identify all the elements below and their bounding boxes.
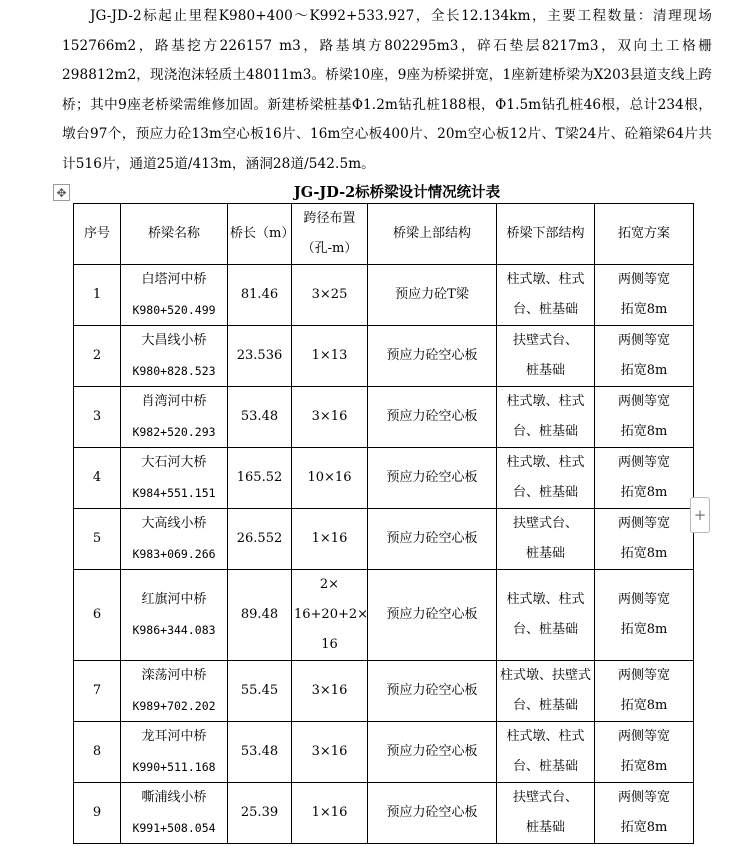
superstructure: 预应力砼空心板 bbox=[386, 744, 478, 759]
widening-line: 拓宽8m bbox=[620, 759, 668, 774]
widening-line: 两侧等宽 bbox=[617, 790, 670, 805]
span-line: 16 bbox=[321, 637, 338, 652]
substructure-line: 柱式墩、扶壁式 bbox=[499, 668, 591, 683]
header-span-line2: （孔-m） bbox=[301, 241, 358, 256]
header-substructure: 桥梁下部结构 bbox=[497, 204, 595, 265]
row-no: 4 bbox=[92, 470, 102, 485]
cell-length bbox=[228, 265, 292, 326]
cell-name bbox=[121, 783, 228, 844]
substructure-line: 台、桩基础 bbox=[512, 302, 578, 317]
cell-superstructure bbox=[368, 387, 497, 448]
cell-superstructure bbox=[368, 509, 497, 570]
cell-name bbox=[121, 509, 228, 570]
widening-line: 拓宽8m bbox=[620, 302, 668, 317]
span-layout: 3×16 bbox=[311, 409, 348, 424]
widening-line: 拓宽8m bbox=[620, 820, 668, 835]
widening-line: 两侧等宽 bbox=[617, 333, 670, 348]
superstructure: 预应力砼空心板 bbox=[386, 683, 478, 698]
cell-length bbox=[228, 448, 292, 509]
substructure-line: 扶壁式台、 bbox=[512, 333, 578, 348]
span-layout: 1×16 bbox=[311, 805, 348, 820]
bridge-station: K990+511.168 bbox=[132, 760, 216, 774]
bridge-name: 大昌线小桥 bbox=[141, 333, 207, 348]
substructure-line: 柱式墩、柱式 bbox=[506, 729, 585, 744]
cell-name bbox=[121, 722, 228, 783]
header-length: 桥长（m） bbox=[228, 204, 292, 265]
cell-span bbox=[292, 783, 368, 844]
cell-substructure bbox=[497, 722, 595, 783]
cell-no bbox=[74, 509, 121, 570]
row-no: 3 bbox=[92, 409, 102, 424]
widening-line: 拓宽8m bbox=[620, 485, 668, 500]
cell-span bbox=[292, 509, 368, 570]
span-line: 2× bbox=[319, 577, 340, 592]
cell-no bbox=[74, 265, 121, 326]
bridge-station: K984+551.151 bbox=[132, 486, 216, 500]
widening-line: 拓宽8m bbox=[620, 546, 668, 561]
bridge-length: 53.48 bbox=[240, 744, 279, 759]
span-layout: 3×16 bbox=[311, 744, 348, 759]
cell-span bbox=[292, 265, 368, 326]
row-no: 8 bbox=[92, 744, 102, 759]
row-no: 6 bbox=[92, 607, 102, 622]
substructure-line: 台、桩基础 bbox=[512, 759, 578, 774]
widening-line: 拓宽8m bbox=[620, 424, 668, 439]
cell-length bbox=[228, 783, 292, 844]
cell-substructure bbox=[497, 661, 595, 722]
cell-no bbox=[74, 570, 121, 661]
cell-widening bbox=[595, 326, 694, 387]
substructure-line: 柱式墩、柱式 bbox=[506, 272, 585, 287]
bridge-name: 大石河大桥 bbox=[141, 455, 207, 470]
bridge-station: K991+508.054 bbox=[132, 821, 216, 835]
cell-superstructure bbox=[368, 265, 497, 326]
substructure-line: 柱式墩、柱式 bbox=[506, 394, 585, 409]
span-line: 16+20+2× bbox=[294, 607, 369, 622]
cell-name bbox=[121, 448, 228, 509]
substructure-line: 扶壁式台、 bbox=[512, 516, 578, 531]
cell-superstructure bbox=[368, 661, 497, 722]
superstructure: 预应力砼空心板 bbox=[386, 607, 478, 622]
substructure-line: 台、桩基础 bbox=[512, 485, 578, 500]
cell-length bbox=[228, 722, 292, 783]
header-name: 桥梁名称 bbox=[121, 204, 228, 265]
row-no: 9 bbox=[92, 805, 102, 820]
bridge-length: 165.52 bbox=[236, 470, 283, 485]
cell-span bbox=[292, 387, 368, 448]
widening-line: 两侧等宽 bbox=[617, 668, 670, 683]
table-title: JG-JD-2标桥梁设计情况统计表 bbox=[293, 184, 501, 201]
cell-span bbox=[292, 661, 368, 722]
table-move-handle-icon[interactable]: ✥ bbox=[53, 184, 70, 201]
row-no: 7 bbox=[92, 683, 102, 698]
bridge-length: 55.45 bbox=[240, 683, 279, 698]
table-row bbox=[74, 265, 694, 326]
superstructure: 预应力砼空心板 bbox=[386, 348, 478, 363]
header-superstructure: 桥梁上部结构 bbox=[368, 204, 497, 265]
bridge-name: 滦荡河中桥 bbox=[141, 668, 207, 683]
cell-length bbox=[228, 509, 292, 570]
cell-substructure bbox=[497, 570, 595, 661]
cell-no bbox=[74, 783, 121, 844]
table-row bbox=[74, 509, 694, 570]
bridge-length: 53.48 bbox=[240, 409, 279, 424]
cell-name bbox=[121, 326, 228, 387]
bridge-length: 81.46 bbox=[240, 287, 279, 302]
widening-line: 拓宽8m bbox=[620, 622, 668, 637]
cell-substructure bbox=[497, 265, 595, 326]
add-row-plus-icon[interactable]: + bbox=[690, 497, 710, 533]
cell-span bbox=[292, 326, 368, 387]
bridge-name: 肖湾河中桥 bbox=[141, 394, 207, 409]
bridge-station: K982+520.293 bbox=[132, 425, 216, 439]
cell-name bbox=[121, 570, 228, 661]
bridge-name: 嘶浦线小桥 bbox=[141, 790, 207, 805]
widening-line: 两侧等宽 bbox=[617, 592, 670, 607]
widening-line: 两侧等宽 bbox=[617, 394, 670, 409]
bridge-station: K980+520.499 bbox=[132, 303, 216, 317]
bridge-length: 23.536 bbox=[236, 348, 283, 363]
span-layout: 1×16 bbox=[311, 531, 348, 546]
header-span-line1: 跨径布置 bbox=[303, 211, 356, 226]
table-row bbox=[74, 661, 694, 722]
cell-widening bbox=[595, 570, 694, 661]
table-row bbox=[74, 783, 694, 844]
cell-span bbox=[292, 448, 368, 509]
superstructure: 预应力砼空心板 bbox=[386, 805, 478, 820]
cell-name bbox=[121, 265, 228, 326]
substructure-line: 台、桩基础 bbox=[512, 622, 578, 637]
cell-no bbox=[74, 387, 121, 448]
bridge-length: 89.48 bbox=[240, 607, 279, 622]
widening-line: 两侧等宽 bbox=[617, 272, 670, 287]
row-no: 5 bbox=[92, 531, 102, 546]
bridge-name: 大高线小桥 bbox=[141, 516, 207, 531]
table-header-row bbox=[74, 204, 694, 265]
superstructure: 预应力砼空心板 bbox=[386, 409, 478, 424]
superstructure: 预应力砼空心板 bbox=[386, 470, 478, 485]
cell-substructure bbox=[497, 448, 595, 509]
cell-length bbox=[228, 570, 292, 661]
substructure-line: 桩基础 bbox=[525, 546, 565, 561]
cell-name bbox=[121, 387, 228, 448]
bridge-station: K989+702.202 bbox=[132, 699, 216, 713]
header-no: 序号 bbox=[74, 204, 121, 265]
span-layout: 10×16 bbox=[307, 470, 352, 485]
bridge-name: 龙耳河中桥 bbox=[141, 729, 207, 744]
bridge-station: K980+828.523 bbox=[132, 364, 216, 378]
superstructure: 预应力砼T梁 bbox=[395, 287, 469, 302]
row-no: 1 bbox=[92, 287, 102, 302]
bridge-table bbox=[73, 203, 694, 844]
table-row bbox=[74, 448, 694, 509]
table-row bbox=[74, 722, 694, 783]
cell-no bbox=[74, 326, 121, 387]
substructure-line: 扶壁式台、 bbox=[512, 790, 578, 805]
cell-name bbox=[121, 661, 228, 722]
substructure-line: 柱式墩、柱式 bbox=[506, 455, 585, 470]
cell-length bbox=[228, 326, 292, 387]
widening-line: 拓宽8m bbox=[620, 698, 668, 713]
substructure-line: 柱式墩、柱式 bbox=[506, 592, 585, 607]
widening-line: 两侧等宽 bbox=[617, 729, 670, 744]
cell-no bbox=[74, 722, 121, 783]
bridge-length: 25.39 bbox=[240, 805, 279, 820]
cell-span bbox=[292, 570, 368, 661]
cell-widening bbox=[595, 661, 694, 722]
cell-substructure bbox=[497, 783, 595, 844]
bridge-station: K983+069.266 bbox=[132, 547, 216, 561]
intro-paragraph: JG-JD-2标起止里程K980+400～K992+533.927，全长12.134km，主要工程数量：清理现场152766m2，路基挖方226157 m3，路基填方802295m3，碎石垫层8217m3，双向土工格栅298812m2，现浇泡沫轻质土48011m3。桥梁10座，9座为桥梁拼宽，1座新建桥梁为X203县道支线上跨桥；其中9座老桥梁需维修加固。新建桥梁桩基Φ1.2m钻孔桩188根，Φ1.5m钻孔桩46根，总计234根，墩台97个，预应力砼13m空心板16片、16m空心板400片、20m空心板12片、T梁24片、砼箱梁64片共计516片，通道25道/413m，涵洞28道/542.5m。 bbox=[62, 8, 712, 172]
cell-substructure bbox=[497, 509, 595, 570]
bridge-length: 26.552 bbox=[236, 531, 283, 546]
cell-widening bbox=[595, 265, 694, 326]
substructure-line: 台、桩基础 bbox=[512, 698, 578, 713]
substructure-line: 桩基础 bbox=[525, 363, 565, 378]
cell-widening bbox=[595, 509, 694, 570]
header-span bbox=[292, 204, 368, 265]
span-layout: 3×25 bbox=[311, 287, 348, 302]
widening-line: 两侧等宽 bbox=[617, 516, 670, 531]
cell-widening bbox=[595, 783, 694, 844]
cell-no bbox=[74, 661, 121, 722]
table-row bbox=[74, 326, 694, 387]
span-layout: 1×13 bbox=[311, 348, 348, 363]
span-layout: 3×16 bbox=[311, 683, 348, 698]
row-no: 2 bbox=[92, 348, 102, 363]
widening-line: 拓宽8m bbox=[620, 363, 668, 378]
cell-substructure bbox=[497, 326, 595, 387]
bridge-name: 白塔河中桥 bbox=[141, 272, 207, 287]
table-row bbox=[74, 387, 694, 448]
cell-superstructure bbox=[368, 448, 497, 509]
cell-widening bbox=[595, 387, 694, 448]
cell-length bbox=[228, 661, 292, 722]
table-row bbox=[74, 570, 694, 661]
substructure-line: 桩基础 bbox=[525, 820, 565, 835]
cell-widening bbox=[595, 448, 694, 509]
cell-no bbox=[74, 448, 121, 509]
cell-span bbox=[292, 722, 368, 783]
cell-superstructure bbox=[368, 783, 497, 844]
widening-line: 两侧等宽 bbox=[617, 455, 670, 470]
bridge-station: K986+344.083 bbox=[132, 623, 216, 637]
cell-superstructure bbox=[368, 326, 497, 387]
cell-superstructure bbox=[368, 570, 497, 661]
bridge-name: 红旗河中桥 bbox=[141, 592, 207, 607]
cell-widening bbox=[595, 722, 694, 783]
cell-length bbox=[228, 387, 292, 448]
substructure-line: 台、桩基础 bbox=[512, 424, 578, 439]
cell-substructure bbox=[497, 387, 595, 448]
superstructure: 预应力砼空心板 bbox=[386, 531, 478, 546]
cell-superstructure bbox=[368, 722, 497, 783]
header-widening: 拓宽方案 bbox=[595, 204, 694, 265]
